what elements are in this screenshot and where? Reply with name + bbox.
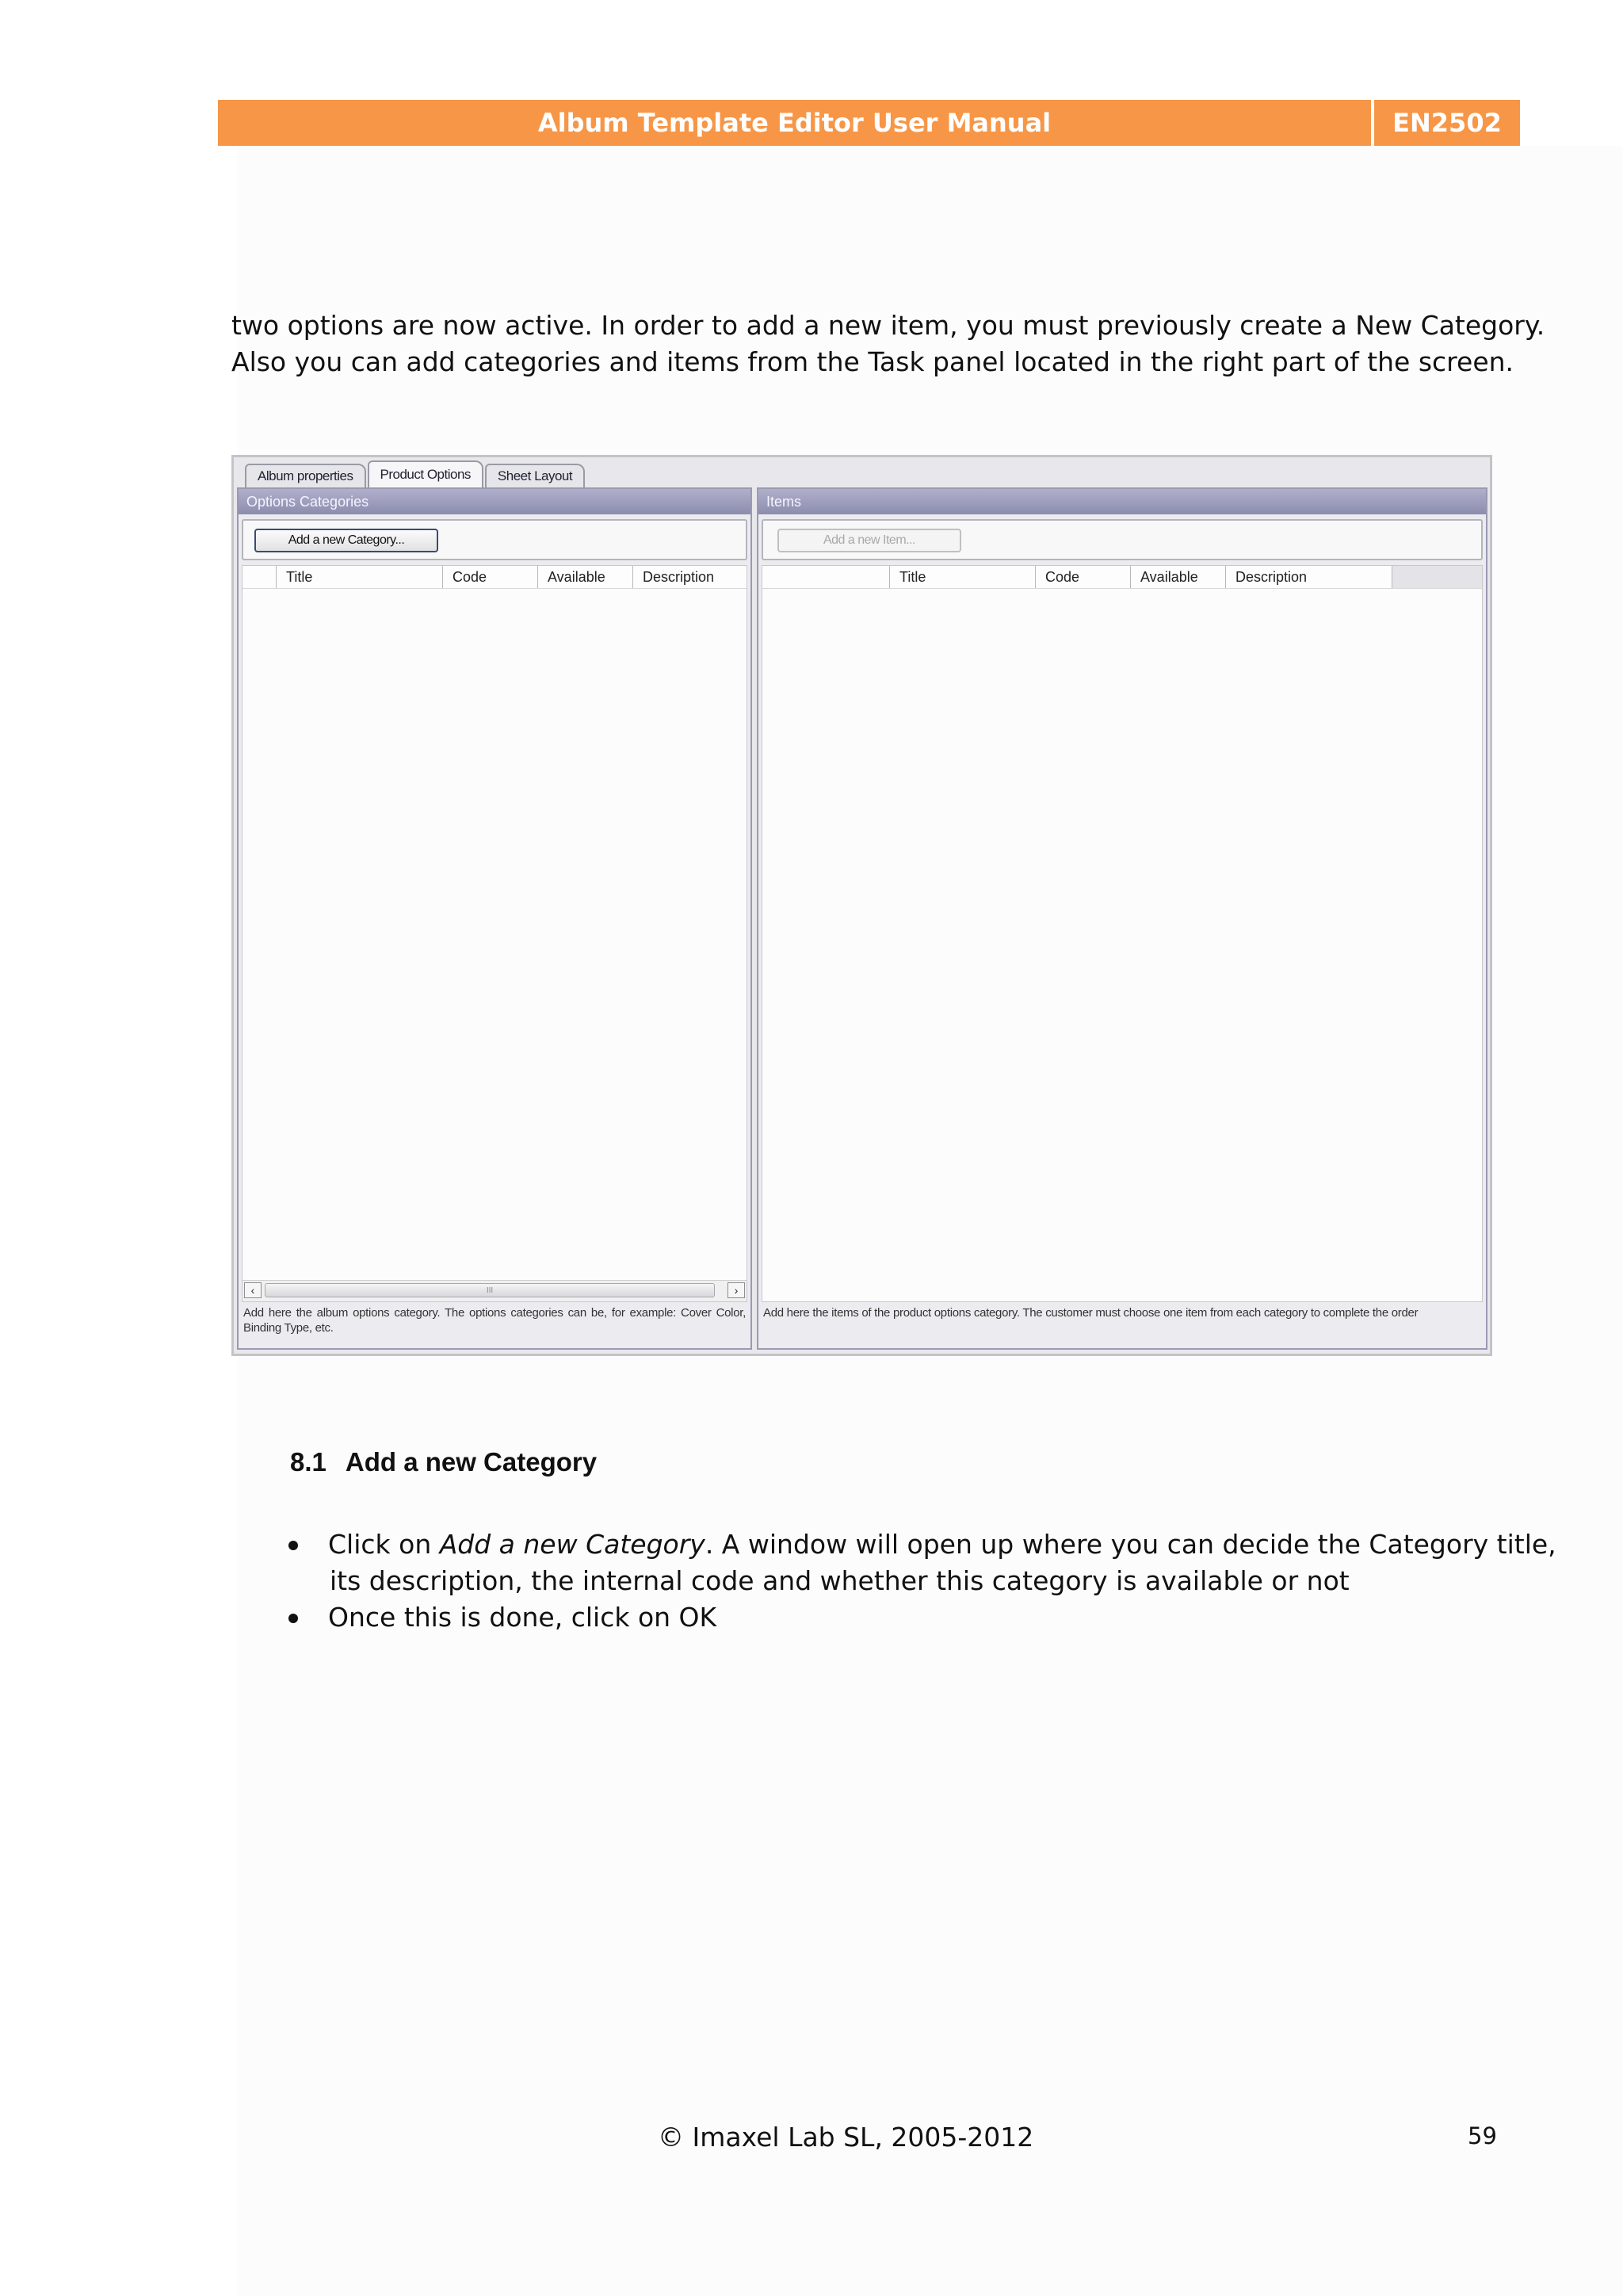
bullet-text-post: . A window will open up where you can decide the Category title, — [705, 1529, 1556, 1560]
bullet-text: Once this is done, click on OK — [328, 1602, 717, 1633]
document-code: EN2502 — [1374, 100, 1520, 146]
panel-title: Options Categories — [239, 489, 750, 514]
column-header-code[interactable]: Code — [442, 566, 537, 588]
panel-title: Items — [758, 489, 1486, 514]
tab-product-options[interactable]: Product Options — [368, 460, 483, 487]
column-header-filler — [1392, 566, 1483, 588]
items-grid — [762, 565, 1483, 1302]
grid-header — [762, 566, 1482, 589]
copyright-footer: © Imaxel Lab SL, 2005-2012 — [658, 2122, 1034, 2153]
panel-help-text: Add here the items of the product options category. The customer must choose one item from each category to complete the order — [763, 1306, 1419, 1320]
scroll-thumb[interactable] — [265, 1283, 715, 1297]
page-number: 59 — [1468, 2122, 1497, 2149]
panel-help-text: Add here the album options category. The options categories can be, for example: Cover Color, Binding Type, etc. — [243, 1306, 746, 1335]
add-category-button[interactable]: Add a new Category... — [254, 529, 438, 552]
items-panel — [757, 487, 1487, 1350]
grid-header — [242, 566, 747, 589]
column-header-description[interactable]: Description — [1225, 566, 1392, 588]
tab-sheet-layout[interactable]: Sheet Layout — [485, 464, 585, 487]
bullet-list — [282, 1526, 1566, 1636]
column-header-description[interactable]: Description — [632, 566, 747, 588]
scroll-grip: III — [486, 1286, 494, 1295]
bullet-icon — [288, 1541, 298, 1550]
column-header-title[interactable]: Title — [889, 566, 1035, 588]
bullet-text-pre: Click on — [328, 1529, 440, 1560]
horizontal-scrollbar[interactable] — [242, 1280, 747, 1301]
header-title: Album Template Editor User Manual — [218, 100, 1371, 146]
section-number: 8.1 — [290, 1447, 327, 1477]
product-options-screenshot — [231, 455, 1492, 1356]
tab-album-properties[interactable]: Album properties — [245, 464, 366, 487]
intro-line: two options are now active. In order to add a new item, you must previously create a New Category. — [231, 310, 1545, 341]
tab-bar — [245, 462, 586, 487]
section-title: Add a new Category — [345, 1447, 598, 1477]
bullet-continuation: its description, the internal code and whether this category is available or not — [330, 1565, 1350, 1596]
column-header-code[interactable]: Code — [1035, 566, 1130, 588]
column-header-available[interactable]: Available — [537, 566, 632, 588]
add-item-button[interactable]: Add a new Item... — [777, 529, 961, 552]
button-strip — [242, 519, 747, 560]
button-strip — [762, 519, 1483, 560]
section-heading — [290, 1447, 597, 1477]
list-item — [282, 1526, 1566, 1599]
intro-paragraph — [231, 308, 1547, 380]
bullet-icon — [288, 1614, 298, 1623]
column-header-available[interactable]: Available — [1130, 566, 1225, 588]
categories-grid — [242, 565, 747, 1302]
column-header-title[interactable]: Title — [276, 566, 442, 588]
bullet-emphasis: Add a new Category — [439, 1529, 705, 1560]
options-categories-panel — [237, 487, 752, 1350]
list-item — [282, 1599, 1566, 1636]
scroll-right-icon[interactable]: › — [727, 1282, 745, 1298]
scroll-left-icon[interactable]: ‹ — [244, 1282, 262, 1298]
intro-line: Also you can add categories and items from the Task panel located in the right part of the screen. — [231, 346, 1514, 377]
